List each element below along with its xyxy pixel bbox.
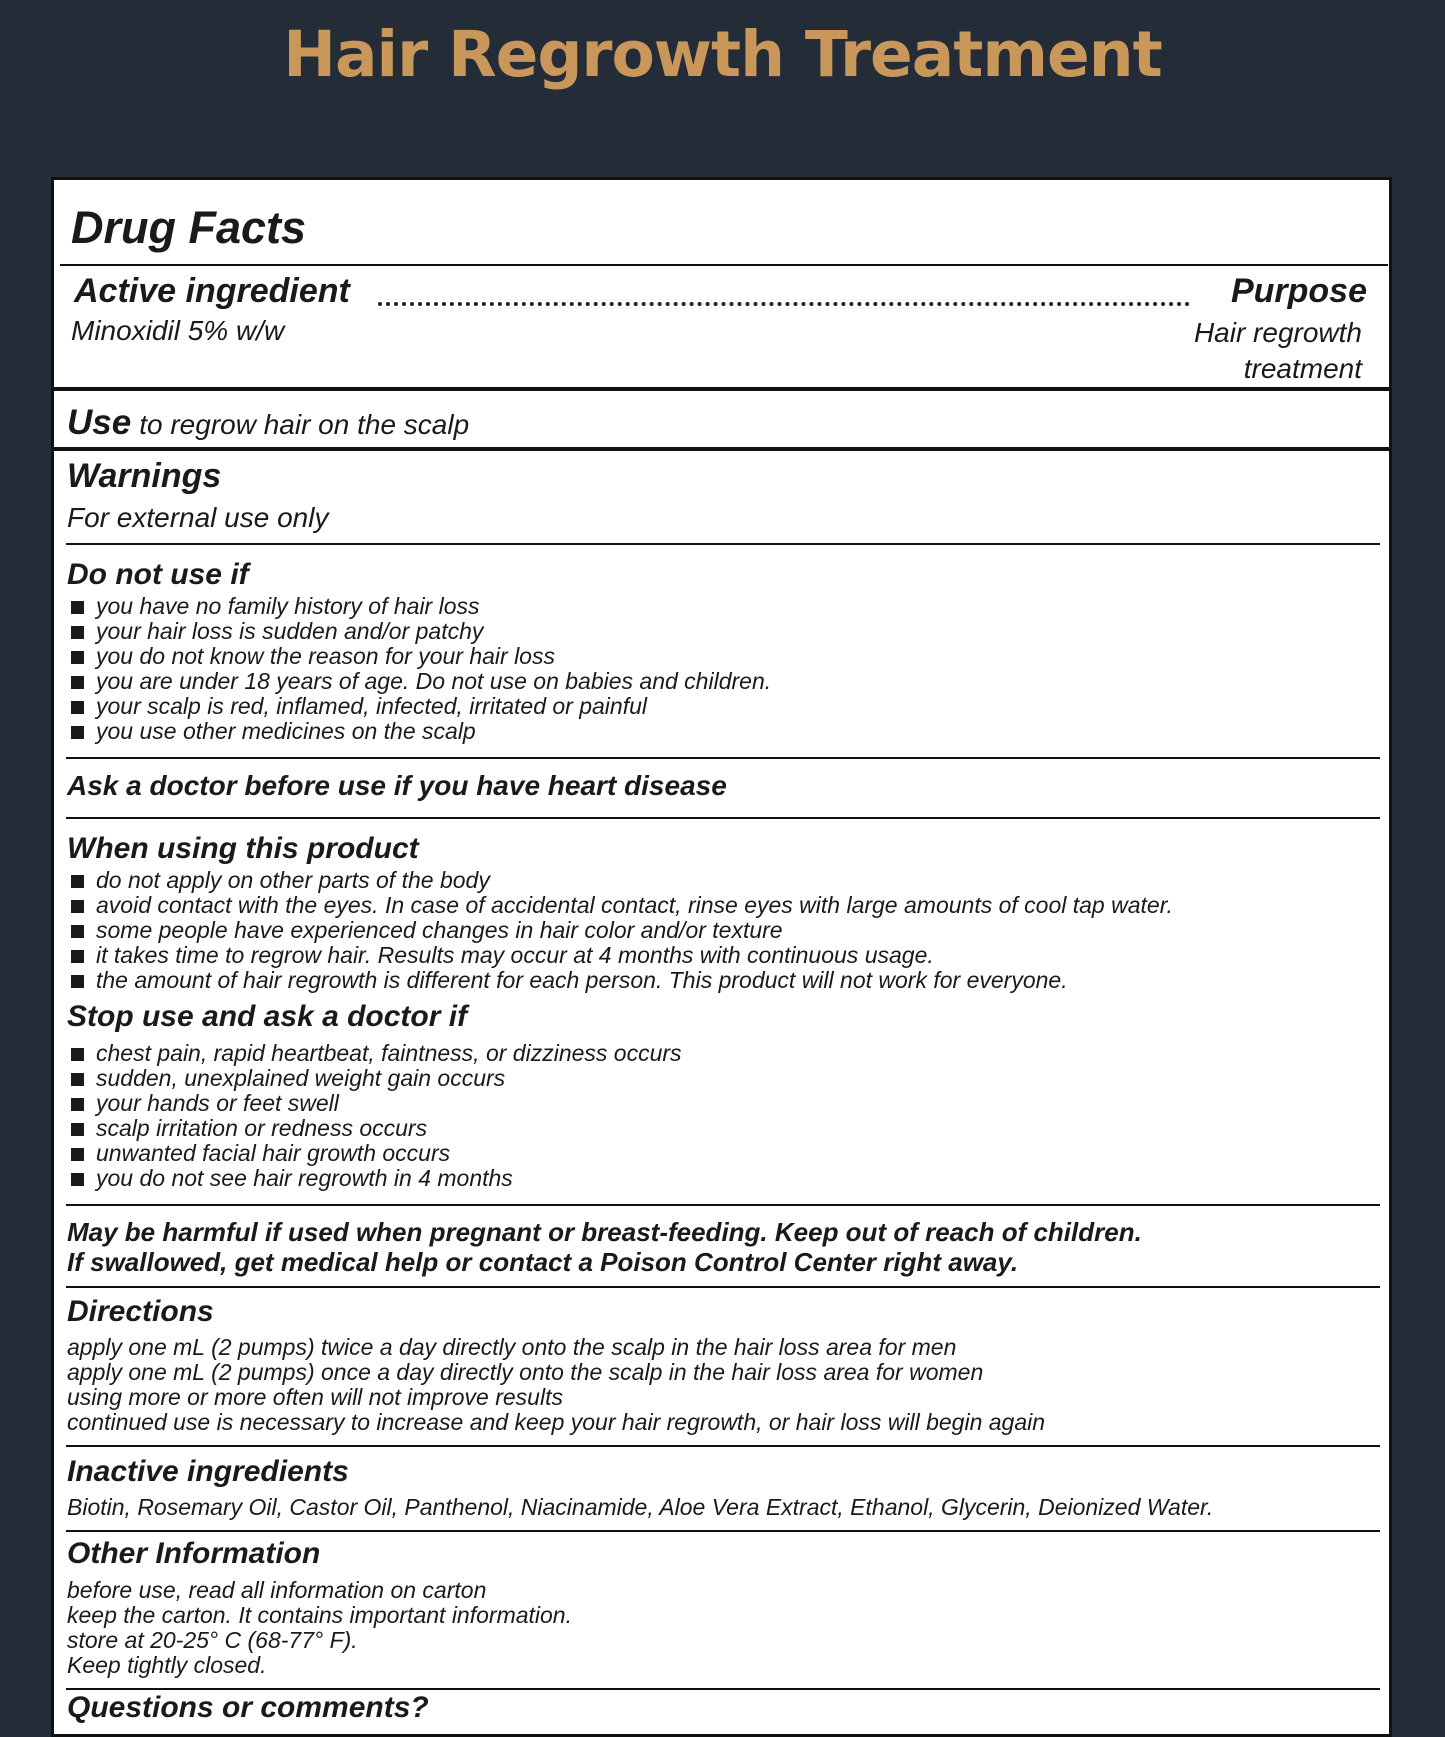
bullet-square-icon xyxy=(71,1123,84,1136)
list-item: unwanted facial hair growth occurs xyxy=(71,1141,682,1166)
page-title: Hair Regrowth Treatment xyxy=(283,18,1162,91)
active-ingredient-label: Active ingredient xyxy=(74,272,350,310)
external-use-text: For external use only xyxy=(67,502,329,533)
other-information-line: store at 20-25° C (68-77° F). xyxy=(67,1627,358,1653)
bullet-square-icon xyxy=(71,651,84,664)
divider xyxy=(66,1688,1380,1690)
divider xyxy=(66,817,1380,819)
bullet-square-icon xyxy=(71,626,84,639)
bullet-square-icon xyxy=(71,601,84,614)
bullet-square-icon xyxy=(71,925,84,938)
directions-line: apply one mL (2 pumps) once a day directly onto the scalp in the hair loss area for women xyxy=(67,1359,984,1385)
use-label: Use xyxy=(67,403,132,442)
divider xyxy=(66,1530,1380,1532)
other-information-line: Keep tightly closed. xyxy=(67,1652,267,1678)
bullet-square-icon xyxy=(71,1073,84,1086)
list-item: avoid contact with the eyes. In case of accidental contact, rinse eyes with large amounts of cool tap water. xyxy=(71,893,1173,918)
inactive-ingredients-text: Biotin, Rosemary Oil, Castor Oil, Panthenol, Niacinamide, Aloe Vera Extract, Ethanol, Glycerin, Deionized Water. xyxy=(67,1494,1214,1520)
bullet-square-icon xyxy=(71,726,84,739)
bullet-square-icon xyxy=(71,1048,84,1061)
list-item: your scalp is red, inflamed, infected, irritated or painful xyxy=(71,694,771,719)
stop-use-heading: Stop use and ask a doctor if xyxy=(67,1000,468,1033)
other-information-line: before use, read all information on carton xyxy=(67,1577,487,1603)
when-using-heading: When using this product xyxy=(67,832,419,865)
list-item: sudden, unexplained weight gain occurs xyxy=(71,1066,682,1091)
bullet-square-icon xyxy=(71,1173,84,1186)
list-item: it takes time to regrow hair. Results may occur at 4 months with continuous usage. xyxy=(71,943,1173,968)
use-line xyxy=(67,403,469,443)
divider xyxy=(66,1286,1380,1288)
list-item: the amount of hair regrowth is different for each person. This product will not work for everyone. xyxy=(71,968,1173,993)
list-item: your hands or feet swell xyxy=(71,1091,682,1116)
other-information-line: keep the carton. It contains important information. xyxy=(67,1602,572,1628)
directions-heading: Directions xyxy=(67,1295,214,1328)
divider xyxy=(66,757,1380,759)
divider xyxy=(60,264,1388,266)
do-not-use-list xyxy=(71,594,771,744)
stop-use-list xyxy=(71,1041,682,1191)
divider-thick xyxy=(54,387,1389,391)
dotted-leader xyxy=(378,302,1190,306)
active-ingredient-value: Minoxidil 5% w/w xyxy=(71,315,285,346)
divider xyxy=(66,1204,1380,1206)
bullet-square-icon xyxy=(71,900,84,913)
list-item: you do not see hair regrowth in 4 months xyxy=(71,1166,682,1191)
list-item: scalp irritation or redness occurs xyxy=(71,1116,682,1141)
list-item: you have no family history of hair loss xyxy=(71,594,771,619)
drug-facts-panel xyxy=(51,177,1392,1737)
bullet-square-icon xyxy=(71,701,84,714)
bullet-square-icon xyxy=(71,875,84,888)
use-text: to regrow hair on the scalp xyxy=(139,409,470,440)
other-information-heading: Other Information xyxy=(67,1537,321,1570)
purpose-label: Purpose xyxy=(1230,272,1367,310)
bullet-square-icon xyxy=(71,1148,84,1161)
list-item: you are under 18 years of age. Do not use on babies and children. xyxy=(71,669,771,694)
purpose-value: Hair regrowth treatment xyxy=(1193,317,1362,384)
list-item: you do not know the reason for your hair loss xyxy=(71,644,771,669)
active-ingredient-header xyxy=(71,272,1367,312)
drug-facts-title: Drug Facts xyxy=(71,202,307,253)
list-item: you use other medicines on the scalp xyxy=(71,719,771,744)
divider xyxy=(66,1445,1380,1447)
bullet-square-icon xyxy=(71,975,84,988)
inactive-ingredients-heading: Inactive ingredients xyxy=(67,1455,349,1488)
directions-line: using more or more often will not improve results xyxy=(67,1384,563,1410)
divider xyxy=(66,543,1380,545)
list-item: do not apply on other parts of the body xyxy=(71,868,1173,893)
pregnancy-warning-line: May be harmful if used when pregnant or breast-feeding. Keep out of reach of children. xyxy=(67,1217,1142,1247)
warnings-heading: Warnings xyxy=(67,457,222,495)
ask-doctor-heading: Ask a doctor before use if you have heart disease xyxy=(67,770,727,801)
pregnancy-warning-line: If swallowed, get medical help or contact a Poison Control Center right away. xyxy=(67,1247,1019,1277)
bullet-square-icon xyxy=(71,950,84,963)
when-using-list xyxy=(71,868,1173,993)
do-not-use-heading: Do not use if xyxy=(67,558,249,591)
questions-heading: Questions or comments? xyxy=(67,1691,429,1724)
bullet-square-icon xyxy=(71,1098,84,1111)
bullet-square-icon xyxy=(71,676,84,689)
list-item: your hair loss is sudden and/or patchy xyxy=(71,619,771,644)
list-item: chest pain, rapid heartbeat, faintness, or dizziness occurs xyxy=(71,1041,682,1066)
directions-line: apply one mL (2 pumps) twice a day directly onto the scalp in the hair loss area for men xyxy=(67,1334,957,1360)
divider-thick xyxy=(54,447,1389,451)
directions-line: continued use is necessary to increase and keep your hair regrowth, or hair loss will begin again xyxy=(67,1409,1046,1435)
list-item: some people have experienced changes in hair color and/or texture xyxy=(71,918,1173,943)
